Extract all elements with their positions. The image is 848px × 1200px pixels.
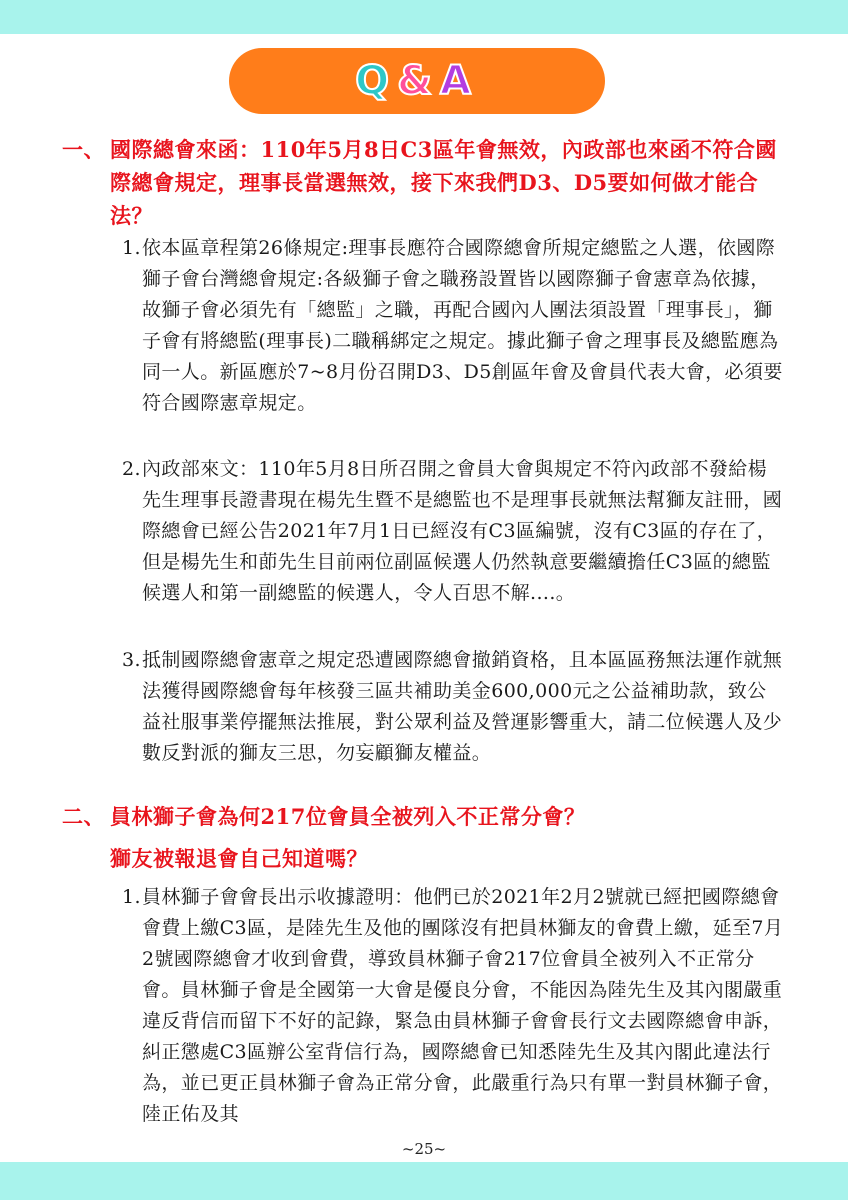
- question-number: 二、: [62, 804, 105, 829]
- question-1: [62, 133, 802, 233]
- question-number: 一、: [62, 137, 105, 162]
- question-2-subtext: [110, 842, 800, 875]
- item-text: 內政部來文：110年5月8日所召開之會員大會與規定不符內政部不發給楊先生理事長證書現在楊先生暨不是總監也不是理事長就無法幫獅友註冊，國際總會已經公告2021年7月1日已經沒有C3區編號，沒有C3區的存在了，但是楊先生和莭先生目前兩位副區候選人仍然執意要繼續擔任C3區的總監候選人和第一副總監的候選人，令人百思不解....。: [142, 458, 783, 604]
- page-title: [355, 58, 479, 104]
- item-text: 依本區章程第26條規定:理事長應符合國際總會所規定總監之人選，依國際獅子會台灣總會規定:各級獅子會之職務設置皆以國際獅子會憲章為依據，故獅子會必須先有「總監」之職，再配合國內人團法須設置「理事長」，獅子會有將總監(理事長)二職稱綁定之規定。據此獅子會之理事長及總監應為同一人。新區應於7~8月份召開D3、D5創區年會及會員代表大會，必須要符合國際憲章規定。: [142, 237, 783, 414]
- top-color-band: [0, 0, 848, 34]
- item-number: 1.: [122, 886, 141, 908]
- item-text: 員林獅子會會長出示收據證明：他們已於2021年2月2號就已經把國際總會會費上繳C3區，是陸先生及他的團隊沒有把員林獅友的會費上繳，延至7月2號國際總會才收到會費，導致員林獅子會217位會員全被列入不正常分會。員林獅子會是全國第一大會是優良分會，不能因為陸先生及其內閣嚴重違反背信而留下不好的記錄，緊急由員林獅子會會長行文去國際總會申訴，糾正懲處C3區辦公室背信行為，國際總會已知悉陸先生及其內閣此違法行為，並已更正員林獅子會為正常分會，此嚴重行為只有單一對員林獅子會，陸正佑及其: [142, 886, 784, 1125]
- question-text: 國際總會來函：110年5月8日C3區年會無效，內政部也來函不符合國際總會規定，理事長當選無效，接下來我們D3、D5要如何做才能合法？: [110, 137, 777, 228]
- title-part-a: A: [439, 58, 479, 104]
- item-number: 1.: [122, 237, 141, 259]
- question-subtext: 獅友被報退會自己知道嗎？: [110, 846, 368, 871]
- item-number: 3.: [122, 649, 141, 671]
- question-text: 員林獅子會為何217位會員全被列入不正常分會？: [110, 804, 586, 829]
- title-part-amp: &: [397, 58, 440, 104]
- item-number: 2.: [122, 458, 141, 480]
- bottom-color-band: [0, 1162, 848, 1200]
- question-2: [62, 800, 802, 833]
- page-number: ~25~: [401, 1140, 447, 1158]
- title-part-q: Q: [355, 58, 398, 104]
- title-banner: [229, 48, 605, 114]
- item-text: 抵制國際總會憲章之規定恐遭國際總會撤銷資格，且本區區務無法運作就無法獲得國際總會每年核發三區共補助美金600,000元之公益補助款，致公益社服事業停擺無法推展，對公眾利益及營運影響重大，請二位候選人及少數反對派的獅友三思，勿妄顧獅友權益。: [142, 649, 783, 764]
